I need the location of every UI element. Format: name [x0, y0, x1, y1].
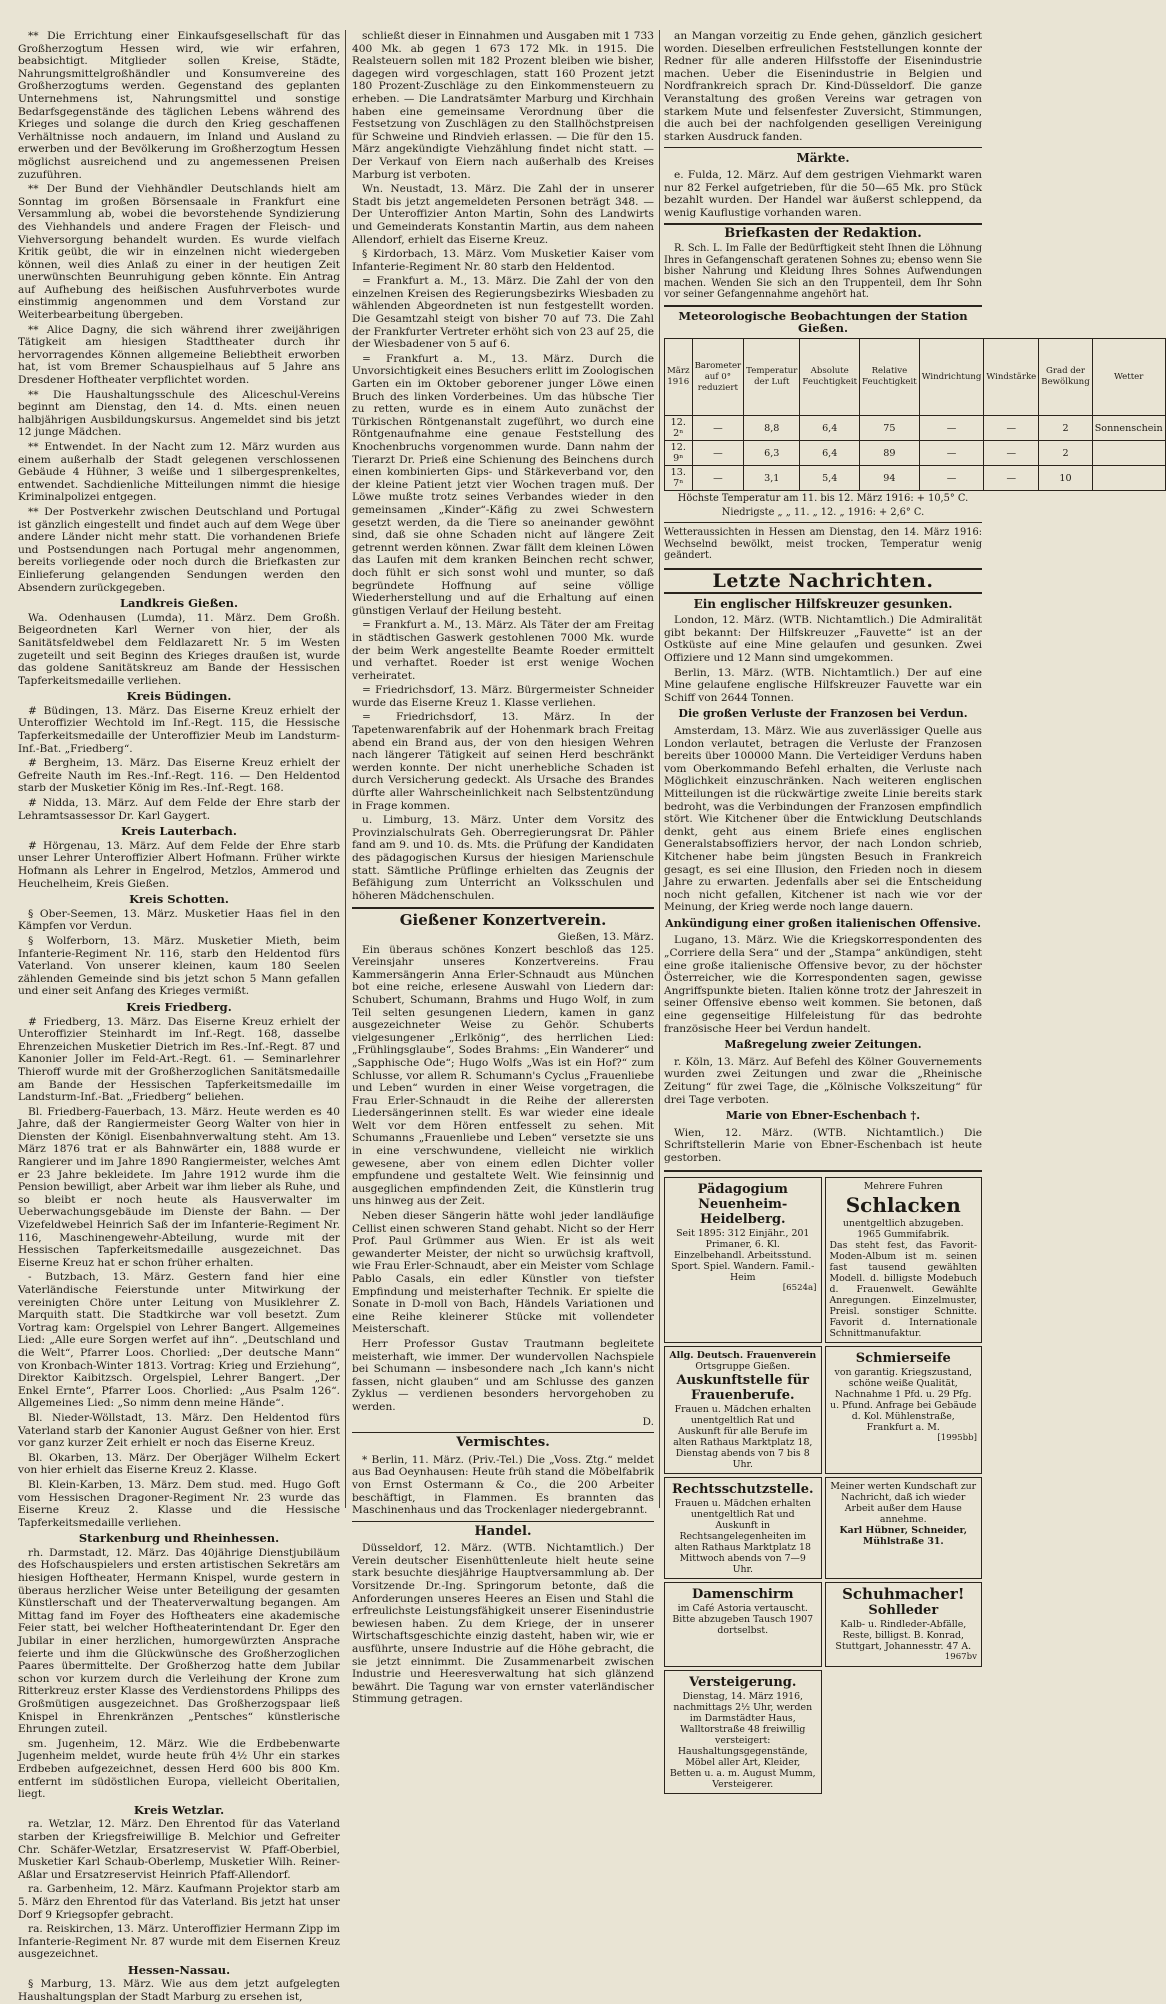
divider: [664, 147, 982, 148]
meteo-cell: —: [919, 441, 984, 466]
divider: [664, 1170, 982, 1172]
ad-paedagogium-text: Seit 1895: 312 Einjähr., 201 Primaner, 6. Kl. Einzelbehandl. Arbeitsstund. Sport. Spiel. Wandern. Famil.-Heim: [671, 1227, 815, 1283]
meteo-max-temp: Höchste Temperatur am 11. bis 12. März 1916: + 10,5° C.: [677, 493, 969, 505]
article-wolferborn: § Wolferborn, 13. März. Musketier Mieth, beim Infanterie-Regiment Nr. 116, starb den Heldentod fürs Vaterland. Von unserer kleinen, kaum 180 Seelen zählenden Gemeinde sind bis jetzt schon 5 Mann gefallen und einer seit Anfang des Krieges vermißt.: [18, 934, 340, 998]
ad-rechtsschutz-title: Rechtsschutzstelle.: [671, 1481, 814, 1497]
article-berlin-fauvette: Berlin, 13. März. (WTB. Nichtamtlich.) Der auf eine Mine gelaufene englische Hilfskreuzer Fauvette war ein Schiff von 2644 Tonnen.: [664, 666, 982, 704]
meteo-col-rel-humidity: Relative Feuchtigkeit: [860, 339, 920, 416]
article-wetzlar: ra. Wetzlar, 12. März. Den Ehrentod für das Vaterland starben der Kriegsfreiwillige B. Melchior und Gefreiter Chr. Schäfer-Wetzlar, Ersatzreservist W. Pfaff-Oberbiel, Musketier Karl Schaub-Oberlemp, Musketier Wilh. Reiner-Aßlar und Ersatzreservist Heinrich Pfaff-Allendorf.: [18, 1818, 340, 1881]
article-friedrichsdorf-1: = Friedrichsdorf, 13. März. Bürgermeister Schneider wurde das Eiserne Kreuz 1. Klasse verliehen.: [352, 684, 654, 709]
heading-hilfskreuzer: Ein englischer Hilfskreuzer gesunken.: [693, 596, 953, 611]
heading-schotten: Kreis Schotten.: [129, 892, 229, 907]
meteo-cell: —: [692, 466, 744, 491]
heading-lauterbach: Kreis Lauterbach.: [121, 824, 237, 839]
column-2: [352, 30, 654, 1706]
heading-landkreis: Landkreis Gießen.: [119, 596, 239, 611]
heading-konzertverein: Gießener Konzertverein.: [399, 911, 607, 930]
article-fauerbach: Bl. Friedberg-Fauerbach, 13. März. Heute werden es 40 Jahre, daß der Rangiermeister Georg Walter von hier in Diensten der Königl. Eisenbahnverwaltung steht. Am 13. März 1876 trat er als Bahnwärter ein, 1888 wurde er Rangierer und im Jahre 1890 Rangiermeister, welches Amt er 23 Jahre bekleidete. Im Jahre 1912 wurde ihm die Pension bewilligt, aber Arbeit war ihm lieber als Ruhe, und so bleibt er noch heute als Hausverwalter im Ueberwachungsgebäude im Dienste der Bahn. — Der Vizefeldwebel Heinrich Saß der im Infanterie-Regiment Nr. 116, Maschinengewehr-Abteilung, wurde mit der Hessischen Tapferkeitsmedaille ausgezeichnet. Das Eiserne Kreuz hat er schon früher erhalten.: [18, 1105, 340, 1269]
article-london: London, 12. März. (WTB. Nichtamtlich.) Die Admiralität gibt bekannt: Der Hilfskreuzer „Fauvette“ ist an der Ostküste auf eine Mine gelaufen und gesunken. Zwei Offiziere und 12 Mann sind umgekommen.: [664, 614, 982, 664]
ad-paedagogium-title: Pädagogium Neuenheim-Heidelberg.: [697, 1181, 788, 1227]
ad-frauenverein-head: Auskunftstelle für Frauenberufe.: [676, 1372, 810, 1403]
meteo-cell: 6,3: [744, 441, 800, 466]
article-garbenheim: ra. Garbenheim, 12. März. Kaufmann Projektor starb am 5. März den Ehrentod für das Vaterland. Bis jetzt hat unser Dorf 9 Kriegsopfer gebracht.: [18, 1883, 340, 1921]
meteo-title: Meteorologische Beobachtungen der Station Gießen.: [664, 305, 982, 335]
article-klein-karben: Bl. Klein-Karben, 13. März. Dem stud. med. Hugo Goft vom Hessischen Dragoner-Regiment Nr. 23 wurde das Eiserne Kreuz 2. Klasse und die Hessische Tapferkeitsmedaille verliehen.: [18, 1478, 340, 1529]
article-frankfurt-wahl: = Frankfurt a. M., 13. März. Die Zahl der von den einzelnen Kreisen des Regierungsbezirks Wiesbaden zu wählenden Abgeordneten ist nun festgestellt worden. Die Gesamtzahl steigt von bisher 70 auf 73. Die Zahl der Frankfurter Vertreter erhöht sich von 23 auf 25, die der Wiesbadener von 5 auf 6.: [352, 275, 654, 351]
meteo-col-wind-dir: Windrichtung: [919, 339, 984, 416]
ad-schlacken: [825, 1177, 983, 1343]
article-kirdorbach: § Kirdorbach, 13. März. Vom Musketier Kaiser vom Infanterie-Regiment Nr. 80 starb den Heldentod.: [352, 248, 654, 273]
ad-schuhmacher-num: 1967bv: [944, 1651, 977, 1662]
meteo-cell: 2: [1039, 416, 1092, 441]
ad-frauenverein-text: Frauen u. Mädchen erhalten unentgeltlich Rat und Auskunft für alle Berufe im alten Rathaus Marktplatz 18, Dienstag abends von 7 bis 8 Uhr.: [673, 1403, 813, 1470]
article-konzert-3: Herr Professor Gustav Trautmann begleitete meisterhaft, wie immer. Der wundervollen Nachspiele bei Schumann — insbesondere nach „Ich kann's nicht fassen, nicht glauben“ und am Schlusse des ganzen Zyklus — verdienen besonders hervorgehoben zu werden.: [352, 1337, 654, 1413]
divider: [352, 1521, 654, 1522]
ad-schuhmacher: [825, 1582, 983, 1667]
meteo-cell: —: [919, 416, 984, 441]
article-darmstadt: rh. Darmstadt, 12. März. Das 40jährige Dienstjubiläum des Hofschauspielers und ersten artistischen Sekretärs am hiesigen Hoftheater, Hermann Knispel, wurde gestern in überaus herzlicher Weise unter Beteiligung der gesamten Künstlerschaft und der Theaterverwaltung begangen. Am Mittag fand im Foyer des Hoftheaters eine akademische Feier statt, bei welcher Hoftheaterintendant Dr. Eger den Jubilar in einer herzlichen, humorgewürzten Ansprache feierte und ihm die Glückwünsche des Großherzoglichen Paares übermittelte. Der Großherzog hatte dem Jubilar schon vor kurzem durch die Verleihung der Krone zum Ritterkreuz erster Klasse des Verdienstordens Philipps des Großmütigen ausgezeichnet. Das Großherzogspaar ließ Knispel in Ehrenkränzen „Pentsches“ künstlerische Ehrungen zuteil.: [18, 1546, 340, 1736]
heading-briefkasten: Briefkasten der Redaktion.: [664, 223, 982, 241]
ad-schmierseife-title: Schmierseife: [855, 1350, 951, 1366]
heading-buedingen: Kreis Büdingen.: [126, 689, 232, 704]
heading-offensive: Ankündigung einer großen italienischen Offensive.: [665, 916, 981, 930]
heading-massregelung: Maßregelung zweier Zeitungen.: [724, 1038, 922, 1052]
article-bergheim: # Bergheim, 13. März. Das Eiserne Kreuz erhielt der Gefreite Nauth im Res.-Inf.-Regt. 116. — Den Heldentod starb der Musketier König im Res.-Inf.-Regt. 168.: [18, 757, 340, 795]
ad-frauenverein: [664, 1346, 822, 1474]
meteo-cell: 89: [860, 441, 920, 466]
article-jugenheim: sm. Jugenheim, 12. März. Wie die Erdbebenwarte Jugenheim meldet, wurde heute früh 4½ Uhr ein starkes Erdbeben aufgezeichnet, dessen Herd 600 bis 800 Km. entfernt im südöstlichen Europa, vielleicht Oberitalien, liegt.: [18, 1737, 340, 1801]
meteo-cell: 3,1: [744, 466, 800, 491]
meteo-cell: —: [984, 466, 1039, 491]
ad-versteigerung: [664, 1670, 822, 1794]
meteo-cell: 8,8: [744, 416, 800, 441]
divider: [352, 907, 654, 909]
meteo-cell: 5,4: [800, 466, 860, 491]
article-wien: Wien, 12. März. (WTB. Nichtamtlich.) Die Schriftstellerin Marie von Ebner-Eschenbach ist heute gestorben.: [664, 1126, 982, 1164]
article-hoergenau: # Hörgenau, 13. März. Auf dem Felde der Ehre starb unser Lehrer Unteroffizier Albert Hofmann. Früher wirkte Hofmann als Lehrer in Engelrod, Metzlos, Ammerod und Heuchelheim, Kreis Gießen.: [18, 839, 340, 890]
meteo-col-date: März 1916: [665, 339, 693, 416]
heading-starkenburg: Starkenburg und Rheinhessen.: [78, 1531, 280, 1546]
ad-damenschirm: [664, 1582, 822, 1667]
meteo-cell: 94: [860, 466, 920, 491]
meteo-col-abs-humidity: Absolute Feuchtigkeit: [800, 339, 860, 416]
meteo-cell: —: [984, 441, 1039, 466]
ad-versteigerung-title: Versteigerung.: [689, 1674, 797, 1690]
meteo-cell: [1092, 441, 1165, 466]
heading-letzte-nachrichten: Letzte Nachrichten.: [664, 568, 982, 594]
ad-damenschirm-text: im Café Astoria vertauscht. Bitte abzugeben Tausch 1907 dortselbst.: [672, 1602, 814, 1636]
heading-vermischtes: Vermischtes.: [456, 1435, 550, 1451]
article-frankfurt-gaswerk: = Frankfurt a. M., 13. März. Als Täter der am Freitag in städtischen Gaswerk gestohlenen 7000 Mk. wurde der beim Werk angestellte Beamte Roeder ermittelt und verhaftet. Roeder ist erst wenige Wochen verheiratet.: [352, 619, 654, 682]
article-haushaltungsschule: ** Die Haushaltungsschule des Aliceschul-Vereins beginnt am Dienstag, den 14. d. Mts. einen neuen halbjährigen Ausbildungskursus. Angemeldet sind bis jetzt 12 junge Mädchen.: [18, 388, 340, 439]
meteo-row: [665, 441, 1166, 466]
meteo-col-weather: Wetter: [1092, 339, 1165, 416]
heading-handel: Handel.: [474, 1523, 532, 1539]
ad-schlacken-text: unentgeltlich abzugeben. 1965 Gummifabrik.: [842, 1217, 964, 1240]
column-1: [18, 30, 340, 2004]
meteo-cell: [1092, 466, 1165, 491]
meteo-row: [665, 416, 1166, 441]
ad-schuhmacher-title: Schuhmacher!: [842, 1584, 965, 1603]
ad-rechtsschutz: [664, 1477, 822, 1579]
article-briefkasten: R. Sch. L. Im Falle der Bedürftigkeit steht Ihnen die Löhnung Ihres in Gefangenschaft geratenen Sohnes zu; ebenso wenn Sie bisher Nahrung und Kleidung Ihres Sohnes Aufwendungen machen. Wenden Sie sich an den Truppenteil, dem Ihr Sohn vor seiner Gefangennahme angehört hat.: [664, 242, 982, 301]
meteo-cell: 75: [860, 416, 920, 441]
heading-nassau: Hessen-Nassau.: [127, 1962, 231, 1977]
meteo-cell: 10: [1039, 466, 1092, 491]
meteo-cell: —: [692, 416, 744, 441]
ad-versteigerung-text: Dienstag, 14. März 1916, nachmittags 2½ Uhr, werden im Darmstädter Haus, Walltorstraße 48 freiwillig versteigert: Haushaltungsgegenstände, Möbel aller Art, Kleider, Betten u. a. m. August Mumm, Versteigerer.: [669, 1690, 816, 1790]
article-ober-seemen: § Ober-Seemen, 13. März. Musketier Haas fiel in den Kämpfen vor Verdun.: [18, 907, 340, 933]
meteo-cell: —: [984, 416, 1039, 441]
article-eisen-cont: an Mangan vorzeitig zu Ende gehen, gänzlich gesichert worden. Dieselben erfreulichen Feststellungen konnte der Redner für alle anderen Hilfsstoffe der Eisenindustrie machen. Ueber die Eisenindustrie in Belgien und Nordfrankreich sprach Dr. Kind-Düsseldorf. Die ganze Veranstaltung des großen Vereins war getragen von starkem Mute und felsenfester Zuversicht, Stimmungen, die auch bei der nachfolgenden geselligen Vereinigung starken Ausdruck fanden.: [664, 30, 982, 143]
ad-damenschirm-title: Damenschirm: [692, 1586, 794, 1602]
meteo-col-wind-force: Windstärke: [984, 339, 1039, 416]
article-lugano: Lugano, 13. März. Wie die Kriegskorrespondenten des „Corriere della Sera“ und der „Stampa“ ankündigen, steht eine große italienische Offensive bevor, zu der höchster Österreicher, wie die Korrespondenten sagen, gewisse Angriffspunkte bieten. Italien könne trotz der Jahreszeit in seiner Offensive ebenso weit kommen. Sie betonen, daß eine gegenseitige Hilfeleistung für das bedrohte französische Heer bei Verdun handelt.: [664, 934, 982, 1035]
heading-ebner: Marie von Ebner-Eschenbach †.: [725, 1109, 921, 1123]
meteo-row: [665, 466, 1166, 491]
meteo-cell: 6,4: [800, 416, 860, 441]
ad-frauenverein-sub: Ortsgruppe Gießen.: [695, 1360, 791, 1372]
konzert-signature: D.: [642, 1415, 654, 1428]
ad-frauenverein-title: Allg. Deutsch. Frauenverein: [669, 1349, 817, 1361]
meteo-col-temp: Temperatur der Luft: [744, 339, 800, 416]
article-amsterdam: Amsterdam, 13. März. Wie aus zuverlässiger Quelle aus London verlautet, betragen die Verluste der Franzosen bereits über 100000 Mann. Die Verteidiger Verduns haben vom Oberkommando Befehl erhalten, die Verluste nach Möglichkeit einzuschränken. Nach weiteren englischen Mitteilungen ist die rückwärtige zweite Linie bereits stark bedroht, was die Verbindungen der Franzosen empfindlich stört. Wie Kitchener über die Entwicklung Deutschlands denkt, geht aus einem Briefe eines englischen Generalstabsoffiziers hervor, der nach London schrieb, Kitchener habe beim jüngsten Besuch in Frankreich gesagt, es sei eine Illusion, den Frieden noch in diesem Jahre zu erwarten. Jedenfalls aber sei die Entscheidung noch nicht gefallen, Kitchener ist nach wie vor der Meinung, der Krieg werde noch lange dauern.: [664, 724, 982, 914]
meteo-cell: 6,4: [800, 441, 860, 466]
ad-rechtsschutz-text: Frauen u. Mädchen erhalten unentgeltlich Rat und Auskunft in Rechtsangelegenheiten im alten Rathaus Marktplatz 18 Mittwoch abends von 7—9 Uhr.: [674, 1497, 811, 1575]
ad-paedagogium-num: [6524a]: [782, 1282, 817, 1293]
meteo-cell: 12. 2ⁿ: [665, 416, 693, 441]
ad-schmierseife-text: von garantig. Kriegszustand, schöne weiße Qualität, Nachnahme 1 Pfd. u. 29 Pfg. u. Pfund. Anfrage bei Gebäude d. Kol. Mühlenstraße, Frankfurt a. M.: [830, 1366, 977, 1433]
column-rule-2: [659, 30, 660, 1508]
article-limburg: u. Limburg, 13. März. Unter dem Vorsitz des Provinzialschulrats Geh. Oberregierungsrat Dr. Pähler fand am 9. und 10. ds. Mts. die Prüfung der Kandidaten des pädagogischen Kursus der hiesigen Marienschule statt. Sämtliche Prüflinge erhielten das Zeugnis der Befähigung zum Unterricht an Volksschulen und höheren Mädchenschulen.: [352, 814, 654, 902]
advertisements: [664, 1177, 982, 1794]
ad-schneider: [825, 1477, 983, 1579]
article-marburg: § Marburg, 13. März. Wie aus dem jetzt aufgelegten Haushaltungsplan der Stadt Marburg zu ersehen ist,: [18, 1978, 340, 2004]
article-neustadt: Wn. Neustadt, 13. März. Die Zahl der in unserer Stadt bis jetzt angemeldeten Personen beträgt 348. — Der Unteroffizier Anton Martin, Sohn des Landwirts und Gemeinderats Konstantin Martin, aus dem naheen Allendorf, erhielt das Eiserne Kreuz.: [352, 183, 654, 246]
heading-friedberg: Kreis Friedberg.: [126, 999, 232, 1014]
meteo-min-temp: Niedrigste „ „ 11. „ 12. „ 1916: + 2,6° C.: [721, 506, 925, 518]
article-berlin-brand: * Berlin, 11. März. (Priv.-Tel.) Die „Voss. Ztg.“ meldet aus Bad Oeynhausen: Heute früh stand die Möbelfabrik von Ernst Ostermann & Co., die 200 Arbeiter beschäftigt, in Flammen. Es brannten das Maschinenhaus und das Trockenlager niedergebrannt.: [352, 1453, 654, 1517]
heading-wetzlar: Kreis Wetzlar.: [133, 1802, 225, 1817]
article-viehhaendler: ** Der Bund der Viehhändler Deutschlands hielt am Sonntag im großen Börsensaale in Frankfurt eine Versammlung ab, wobei die bevorstehende Syndizierung des Viehhandels und andere Fragen der Fleisch- und Viehversorgung behandelt wurden. Es wurde vielfach Kritik geübt, die wir in einzelnen nicht wiedergeben können, weil dies Anlaß zu einer in der heutigen Zeit unerwünschten Beunruhigung geben könnte. Ein Antrag auf Aufhebung des heißischen Ausfuhrverbotes wurde einstimmig angenommen und dem Vorstand zur Weiterbearbeitung übergeben.: [18, 183, 340, 322]
meteo-cell: —: [692, 441, 744, 466]
article-einkauf: ** Die Errichtung einer Einkaufsgesellschaft für das Großherzogtum Hessen wird, wie wir erfahren, beabsichtigt. Mitglieder sollen Kreise, Städte, Nahrungsmittelgroßhändler und Konsumvereine des Großherzogtums werden. Gegenstand des geplanten Unternehmens ist, Nahrungsmittel und sonstige Bedarfsgegenstände des täglichen Lebens während des Krieges und solange die durch den Krieg geschaffenen Verhältnisse noch andauern, im Inland und Ausland zu erwerben und der Bevölkerung im Großherzogtum Hessen möglichst ausreichend und zu angemessenen Preisen zuzuführen.: [18, 30, 340, 181]
meteo-table: [664, 338, 1166, 491]
meteo-col-clouds: Grad der Bewölkung: [1039, 339, 1092, 416]
article-duesseldorf: Düsseldorf, 12. März. (WTB. Nichtamtlich.) Der Verein deutscher Eisenhüttenleute hielt heute seine stark besuchte diesjährige Hauptversammlung ab. Der Vorsitzende Dr.-Ing. Springorum betonte, daß die Anforderungen unseres Heeres an Eisen und Stahl die erfreulichste Leistungsfähigkeit unserer Eisenindustrie bewiesen haben. Zu dem Kriege, der in unserer Wirtschaftsgeschichte einzig dasteht, haben wir, wie er ausführte, unsere Industrie auf die Höhe gebracht, die sie jetzt einnimmt. Die Zusammenarbeit zwischen Industrie und Heeresverwaltung hat sich glänzend bewährt. Die Tagung war von ernster vaterländischer Stimmung getragen.: [352, 1542, 654, 1706]
article-postverkehr: ** Der Postverkehr zwischen Deutschland und Portugal ist gänzlich eingestellt und findet auch auf dem Wege über andere Länder nicht mehr statt. Die vorhandenen Briefe und Postsendungen nach Portugal mehr angenommen, bereits vorliegende oder noch durch die Briefkasten zur Einlieferung gelangenden Sendungen werden den Absendern zurückgegeben.: [18, 505, 340, 594]
article-nidda: # Nidda, 13. März. Auf dem Felde der Ehre starb der Lehramtsassessor Dr. Karl Gaygert.: [18, 797, 340, 822]
article-dagny: ** Alice Dagny, die sich während ihrer zweijährigen Tätigkeit am hiesigen Stadttheater durch ihr hervorragendes Können allgemeine Beliebtheit erworben hat, ist vom Bremer Schauspielhaus auf 5 Jahre ans Dresdener Hoftheater verpflichtet worden.: [18, 323, 340, 387]
konzert-dateline: Gießen, 13. März.: [557, 930, 654, 943]
ad-schmierseife: [825, 1346, 983, 1474]
article-konzert-2: Neben dieser Sängerin hätte wohl jeder landläufige Cellist einen schweren Stand gehabt. Nicht so der Herr Prof. Paul Grümmer aus Wien. Er ist als weit gewanderter Meister, der nicht so urwüchsig kraftvoll, wie Frau Erler-Schnaudt, aber ein Meister vom Schlage Pablo Casals, ein edler Künstler von tiefster Empfindung und meisterhafter Technik. Er spielte die Sonate in D-moll von Bach, Händels Variationen und eine Reihe kleinerer Stücke mit vollendeter Meisterschaft.: [352, 1210, 654, 1336]
article-okarben: Bl. Okarben, 13. März. Der Oberjäger Wilhelm Eckert von hier erhielt das Eiserne Kreuz 2. Klasse.: [18, 1451, 340, 1477]
ad-schuhmacher-text: Kalb- u. Rindleder-Abfälle, Reste, billigst. B. Konrad, Stuttgart, Johannesstr. 47 A.: [835, 1618, 972, 1652]
ad-schneider-name: Karl Hübner, Schneider, Mühlstraße 31.: [839, 1524, 967, 1547]
article-marburg-cont: schließt dieser in Einnahmen und Ausgaben mit 1 733 400 Mk. ab gegen 1 673 172 Mk. in 1915. Die Realsteuern sollen mit 182 Prozent bleiben wie bisher, dagegen wird vorgeschlagen, statt 160 Prozent jetzt 180 Prozent-Zuschläge zu den Einkommensteuern zu erheben. — Die Landratsämter Marburg und Kirchhain haben eine gemeinsame Verordnung über die Festsetzung von Zuschlägen zu den Stallhöchstpreisen für Schweine und Rindvieh erlassen. — Die für den 15. März angekündigte Viehzählung findet nicht statt. — Der Verkauf von Eiern nach außerhalb des Kreises Marburg ist verboten.: [352, 30, 654, 181]
ad-schlacken-title: Schlacken: [845, 1192, 961, 1217]
article-reiskirchen: ra. Reiskirchen, 13. März. Unteroffizier Hermann Zipp im Infanterie-Regiment Nr. 87 wurde mit dem Eisernen Kreuz ausgezeichnet.: [18, 1923, 340, 1961]
article-frankfurt-loewe: = Frankfurt a. M., 13. März. Durch die Unvorsichtigkeit eines Besuchers erlitt im Zoologischen Garten ein im Oktober geborener junger Löwe einen Bruch des linken Vorderbeines. Um das hübsche Tier zu retten, wurde es in einem Auto zunächst der Türkischen Röntgenanstalt zugeführt, wo durch eine Röntgenaufnahme eine genaue Feststellung des Knochenbruchs vorgenommen wurde. Dann nahm der Tierarzt Dr. Prieß eine Schienung des Beinchens durch einen kombinierten Gips- und Stärkeverband vor, den der kleine Patient jetzt vier Wochen tragen muß. Der Löwe mußte trotz seines Verbandes wieder in den gemeinsamen „Kinder“-Käfig zu zwei Schwestern gesetzt werden, da die Tiere so aneinander gewöhnt sind, daß sie ohne Schaden nicht auf längere Zeit getrennt werden können. Zwar fällt dem kleinen Löwen das Laufen mit dem kranken Beinchen recht schwer, doch fühlt er sich sonst wohl und munter, so daß begründete Hoffnung auf seine völlige Wiederherstellung und auf die Erhaltung auf einen günstigen Verlauf der Heilung besteht.: [352, 352, 654, 617]
article-konzert-1: Ein überaus schönes Konzert beschloß das 125. Vereinsjahr unseres Konzertvereins. Frau Kammersängerin Anna Erler-Schnaudt aus München bot eine reiche, erlesene Auswahl von Liedern dar: Schubert, Schumann, Brahms und Hugo Wolf, in zum Teil selten gesungenen Liedern, kamen in ganz ausgezeichneter Weise zu Gehör. Schuberts vielgesungener „Erlkönig“, des herrlichen Lied: „Frühlingsglaube“, Sodes Brahms: „Ein Wanderer“ und „Sapphische Ode“; Hugo Wolfs „Was ist ein Hof?“ zum Schlusse, vor allem R. Schumann's Cyclus „Frauenliebe und Leben“ wurden in einer Weise vorgetragen, die Frau Erler-Schnaudt in die Reihe der allerersten Liedersängerinnen stellt. Es war wieder eine ideale Welt vor dem Hören entfesselt zu sehen. Mit Schumanns „Frauenliebe und Leben“ versetzte sie uns in eine verschwundene, vielleicht nie wirklich gewesene, aber von einem edlen Dichter voller empfundene und gestaltete Welt. Wie feinsinnig und ausgeglichen empfindenden Zeit, die Künstlerin trug uns hinweg aus der Zeit.: [352, 943, 654, 1208]
article-woellstadt: Bl. Nieder-Wöllstadt, 13. März. Den Heldentod fürs Vaterland starb der Kanonier August Geßner von hier. Erst vor ganz kurzer Zeit erhielt er noch das Eiserne Kreuz.: [18, 1411, 340, 1450]
article-odenhausen: Wa. Odenhausen (Lumda), 11. März. Dem Großh. Beigeordneten Karl Werner von hier, der als Sanitätsfeldwebel dem Feldlazarett Nr. 5 im Westen zugeteilt und seit Beginn des Krieges draußen ist, wurde das goldene Sanitätskreuz am Bande der Hessischen Tapferkeitsmedaille verliehen.: [18, 611, 340, 687]
meteo-col-barometer: Barometer auf 0° reduziert: [692, 339, 744, 416]
ad-schuhmacher-sub: Sohlleder: [868, 1602, 939, 1618]
ad-schlacken-extra: Das steht fest, das Favorit-Moden-Album ist m. seinen fast tausend gewählten Modell. d. billigste Modebuch d. Frauenwelt. Gewählte Anregungen. Einzelmuster, Preisl. sonstiger Schnitte. Favorit d. Internationale Schnittmanufaktur.: [829, 1239, 977, 1339]
divider: [664, 522, 982, 523]
ad-schlacken-top: Mehrere Fuhren: [863, 1180, 943, 1192]
article-koeln: r. Köln, 13. März. Auf Befehl des Kölner Gouvernements wurden zwei Zeitungen und zwar die „Rheinische Zeitung“ für zwei Tage, die „Kölnische Volkszeitung“ für drei Tage verboten.: [664, 1055, 982, 1106]
article-fulda: e. Fulda, 12. März. Auf dem gestrigen Viehmarkt waren nur 82 Ferkel aufgetrieben, für die 50—65 Mk. pro Stück bezahlt wurden. Der Handel war äußerst schleppend, da wenig Kauflustige vorhanden waren.: [664, 168, 982, 219]
divider: [352, 1432, 654, 1433]
article-butzbach: - Butzbach, 13. März. Gestern fand hier eine Vaterländische Feierstunde unter Mitwirkung der vereinigten Chöre unter Leitung von Musiklehrer Z. Marquith statt. Die Stadtkirche war voll besetzt. Zum Vortrag kam: Orgelspiel von Lehrer Bangert. Allgemeines Lied: „Alle eure Sorgen werfet auf ihn“. „Deutschland und die Welt“, Pfarrer Loos. Chorlied: „Der deutsche Mann“ von Kronbach-Winter 1813. Vortrag: Krieg und Erziehung“, Direktor Kaibitzsch. Orgelspiel, Lehrer Bangert. „Der Enkel Ernte“, Pfarrer Loos. Chorlied: „Aus Psalm 126“. Allgemeines Lied: „So nimm denn meine Hände“.: [18, 1271, 340, 1410]
column-3: [664, 30, 1163, 1790]
ad-schmierseife-num: [1995bb]: [937, 1432, 977, 1443]
ad-schneider-text: Meiner werten Kundschaft zur Nachricht, daß ich wieder Arbeit außer dem Hause annehme.: [830, 1480, 977, 1525]
heading-verdun: Die großen Verluste der Franzosen bei Verdun.: [678, 707, 968, 721]
article-entwendet: ** Entwendet. In der Nacht zum 12. März wurden aus einem außerhalb der Stadt gelegenen verschlossenen Gebäude 4 Hühner, 3 weiße und 1 silbergesprenkeltes, entwendet. Sachdienliche Mitteilungen nimmt die hiesige Kriminalpolizei entgegen.: [18, 441, 340, 504]
meteo-cell: —: [919, 466, 984, 491]
ad-paedagogium: [664, 1177, 822, 1343]
meteo-cell: 12. 9ⁿ: [665, 441, 693, 466]
article-friedrichsdorf-2: = Friedrichsdorf, 13. März. In der Tapetenwarenfabrik auf der Hohenmark brach Freitag abend ein Brand aus, der von den hiesigen Wehren nach längerer Tätigkeit auf seinen Herd beschränkt werden konnte. Der nicht unerhebliche Schaden ist durch Versicherung gedeckt. Als Ursache des Brandes dürfte aller Wahrscheinlichkeit nach Selbstentzündung in Frage kommen.: [352, 711, 654, 812]
meteo-cell: 13. 7ⁿ: [665, 466, 693, 491]
meteo-cell: Sonnenschein: [1092, 416, 1165, 441]
meteo-cell: 2: [1039, 441, 1092, 466]
meteo-forecast: Wetteraussichten in Hessen am Dienstag, den 14. März 1916: Wechselnd bewölkt, meist trocken, Temperatur wenig geändert.: [664, 527, 982, 562]
column-rule-1: [345, 30, 346, 1508]
heading-maerkte: Märkte.: [796, 151, 850, 166]
meteo-header-row: [665, 339, 1166, 416]
article-friedberg: # Friedberg, 13. März. Das Eiserne Kreuz erhielt der Unteroffizier Steinhardt im Inf.-Regt. 168, dasselbe Ehrenzeichen Musketier Dietrich im Res.-Inf.-Regt. 87 und Kanonier Joller im Feld-Art.-Regt. 61. — Seminarlehrer Thieroff wurde mit der Großherzoglichen Sanitätsmedaille am Bande der Hessischen Tapferkeitsmedaille im Landsturm-Inf.-Bat. „Friedberg“ beliehen.: [18, 1015, 340, 1104]
article-buedingen: # Büdingen, 13. März. Das Eiserne Kreuz erhielt der Unteroffizier Wechtold im Inf.-Regt. 115, die Hessische Tapferkeitsmedaille der Unteroffizier Meub im Landsturm-Inf.-Bat. „Friedberg“.: [18, 704, 340, 755]
